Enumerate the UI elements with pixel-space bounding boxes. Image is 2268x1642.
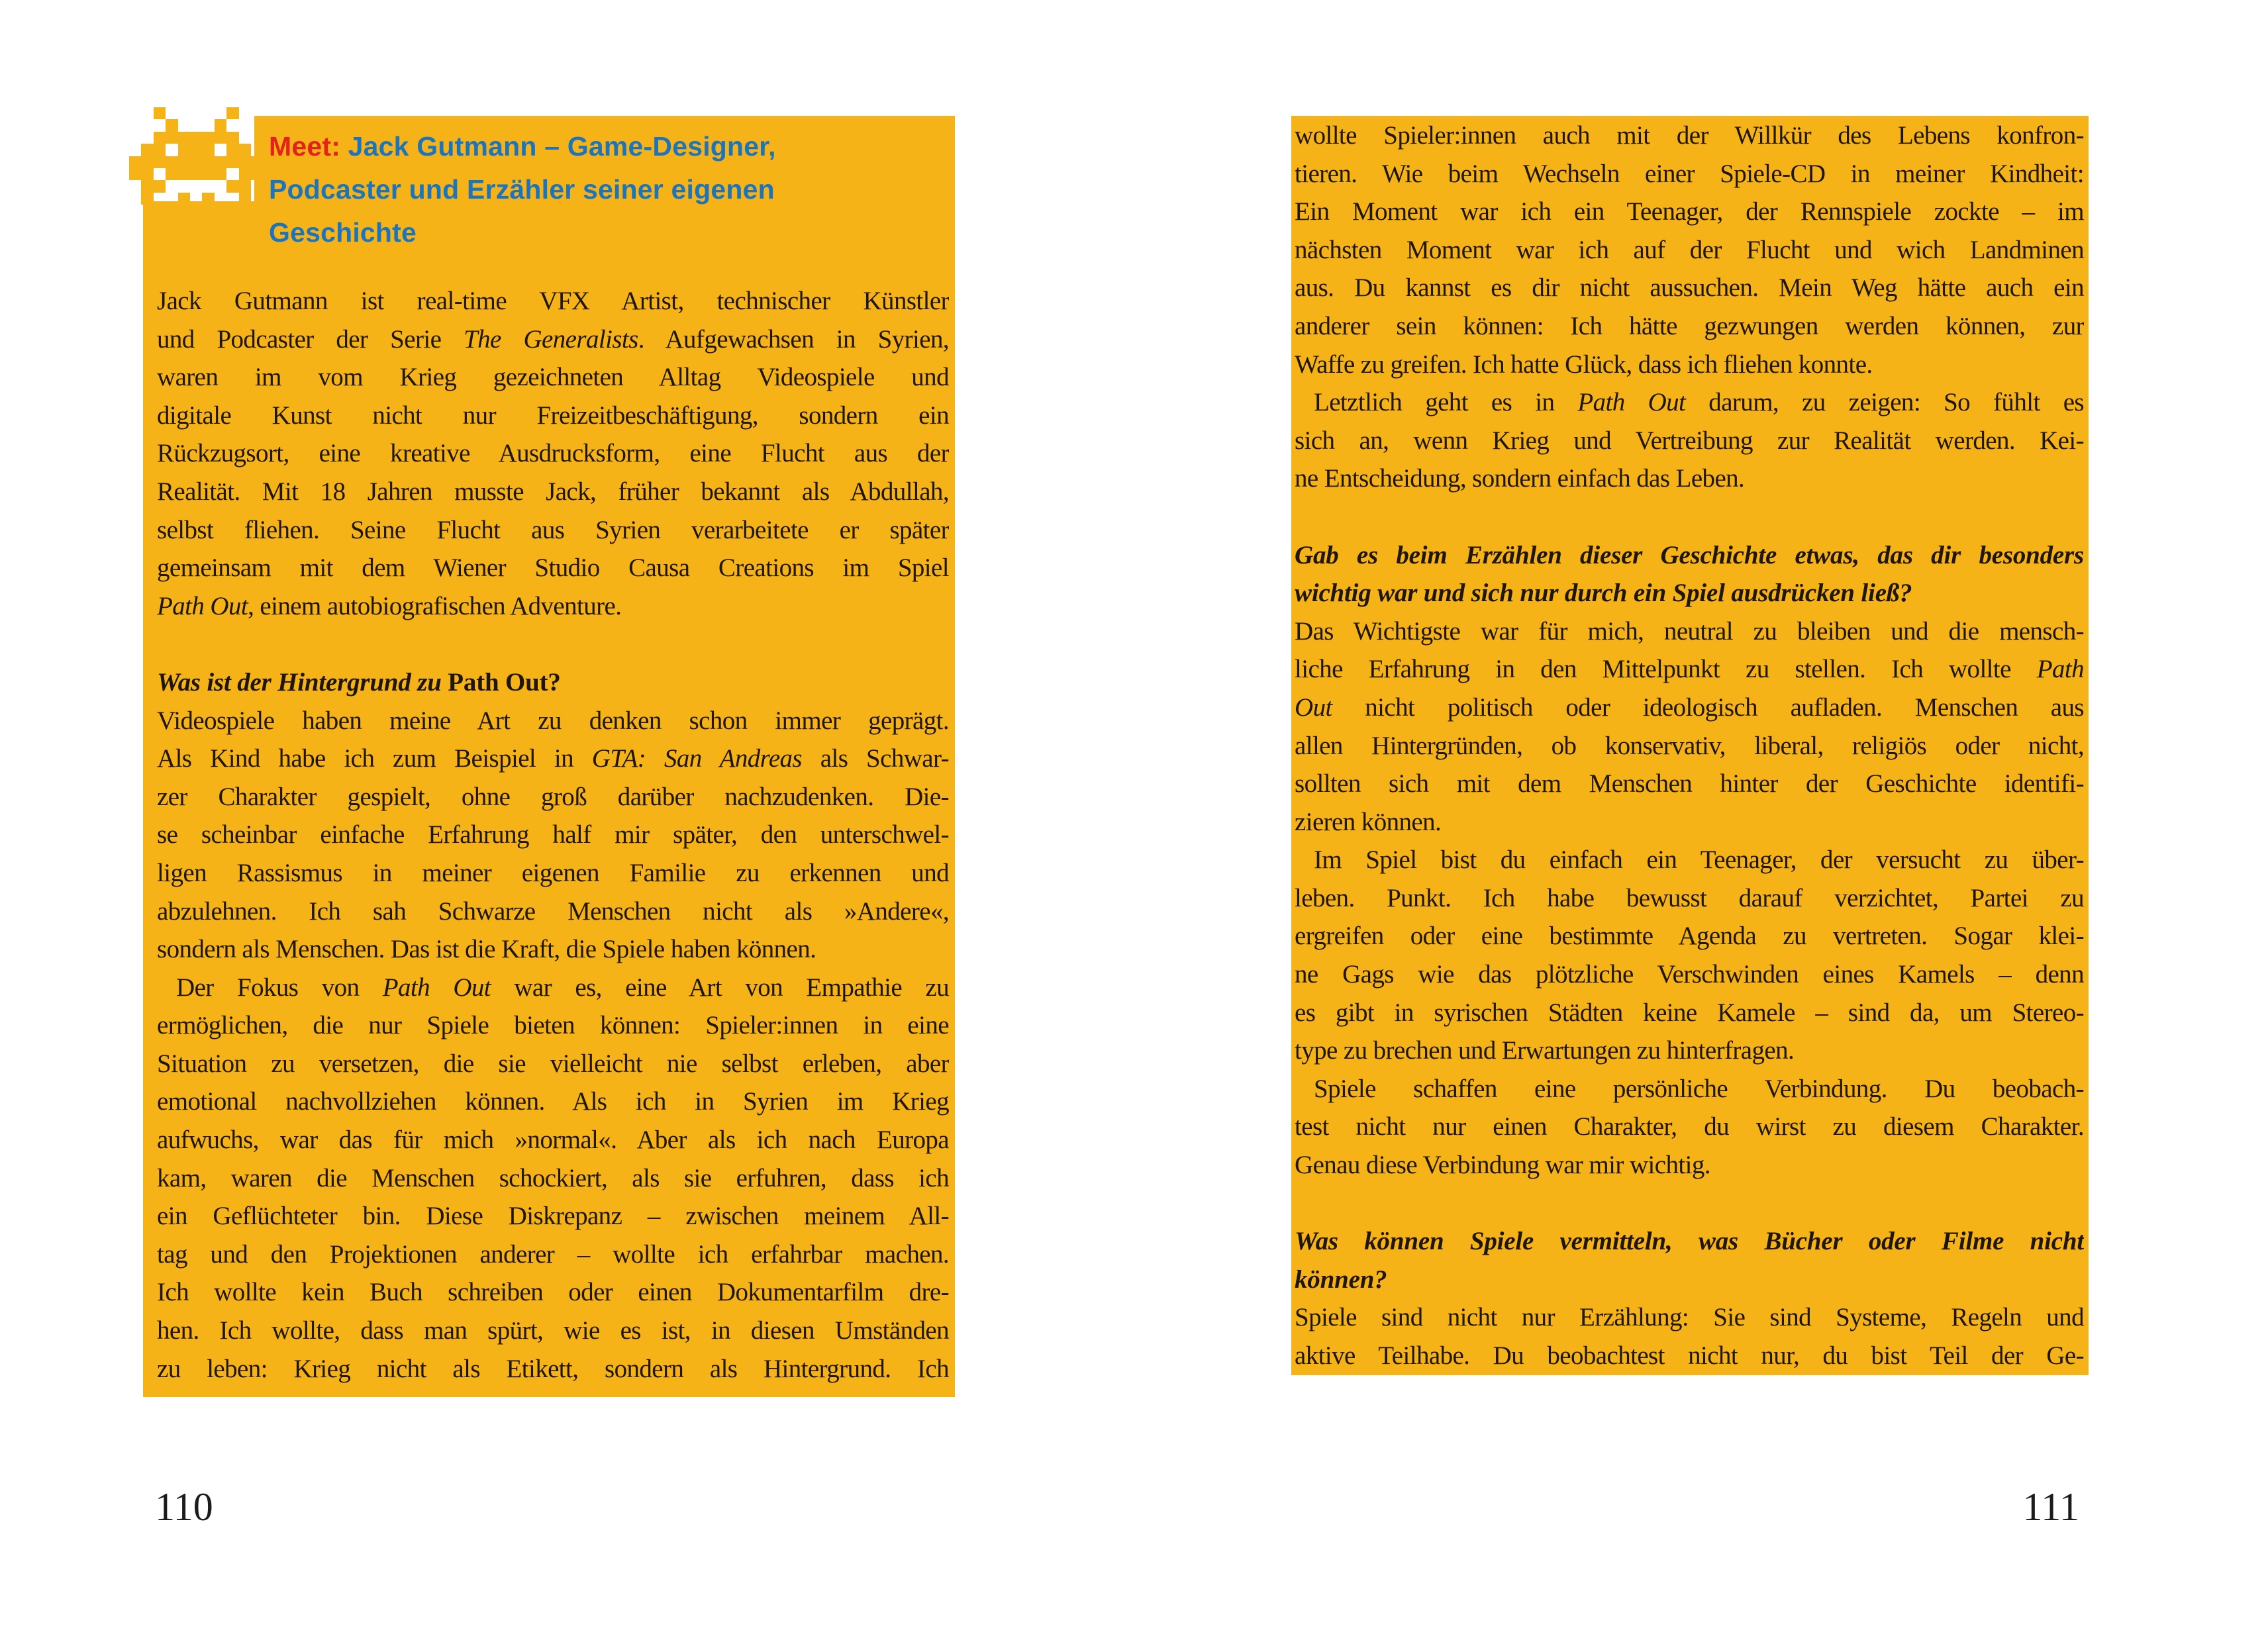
- text-line: Genau diese Verbindung war mir wichtig.: [1295, 1151, 1710, 1180]
- text-line: Gab es beim Erzählen dieser Geschichte etwas, das dir besonders: [1295, 540, 2084, 569]
- text-line: Was ist der Hintergrund zu Path Out?: [157, 667, 561, 697]
- text-line: zieren können.: [1295, 807, 1442, 836]
- paragraph: [157, 969, 949, 1388]
- paragraph: [1295, 117, 2084, 383]
- text-line: Situation zu versetzen, die sie vielleicht nie selbst erleben, aber: [157, 1049, 949, 1078]
- text-line: Ich wollte kein Buch schreiben oder einen Dokumentarfilm dre-: [157, 1278, 949, 1307]
- paragraph: [157, 702, 949, 969]
- text-line: Als Kind habe ich zum Beispiel in GTA: San Andreas als Schwar-: [157, 744, 949, 773]
- text-line: ermöglichen, die nur Spiele bieten können: Spieler:innen in eine: [157, 1011, 949, 1040]
- paragraph: [157, 282, 949, 625]
- text-line: nächsten Moment war ich auf der Flucht und wich Landminen: [1295, 235, 2084, 264]
- header-line-1: [269, 125, 955, 168]
- paragraph: [1295, 841, 2084, 1070]
- header-line-3: Geschichte: [269, 217, 417, 248]
- paragraph: [1295, 612, 2084, 842]
- text-line: Was können Spiele vermitteln, was Bücher oder Filme nicht: [1295, 1227, 2084, 1256]
- text-line: digitale Kunst nicht nur Freizeitbeschäftigung, sondern ein: [157, 401, 949, 430]
- text-line: leben. Punkt. Ich habe bewusst darauf verzichtet, Partei zu: [1295, 883, 2084, 912]
- text-line: type zu brechen und Erwartungen zu hinterfragen.: [1295, 1036, 1795, 1065]
- text-line: Realität. Mit 18 Jahren musste Jack, früher bekannt als Abdullah,: [157, 477, 949, 506]
- section-header: [143, 116, 955, 254]
- text-line: tieren. Wie beim Wechseln einer Spiele-CD in meiner Kindheit:: [1295, 159, 2084, 188]
- paragraph: [157, 663, 949, 702]
- paragraph: [1295, 1298, 2084, 1375]
- text-line: sich an, wenn Krieg und Vertreibung zur Realität werden. Kei-: [1295, 426, 2084, 455]
- text-line: ein Geflüchteter bin. Diese Diskrepanz – zwischen meinem All-: [157, 1202, 949, 1231]
- text-line: Spiele sind nicht nur Erzählung: Sie sind Systeme, Regeln und: [1295, 1303, 2084, 1332]
- text-line: und Podcaster der Serie The Generalists. Aufgewachsen in Syrien,: [157, 324, 949, 354]
- text-line: allen Hintergründen, ob konservativ, liberal, religiös oder nicht,: [1295, 731, 2084, 760]
- text-line: ergreifen oder eine bestimmte Agenda zu vertreten. Sogar klei-: [1295, 922, 2084, 951]
- page-number-left: 110: [155, 1485, 213, 1529]
- meet-label: Meet:: [269, 131, 341, 162]
- text-line: anderer sein können: Ich hätte gezwungen werden können, zur: [1295, 311, 2084, 340]
- text-line: Ein Moment war ich ein Teenager, der Rennspiele zockte – im: [1295, 197, 2084, 226]
- text-line: zer Charakter gespielt, ohne groß darüber nachzudenken. Die-: [157, 782, 949, 811]
- text-line: tag und den Projektionen anderer – wollte ich erfahrbar machen.: [157, 1239, 949, 1269]
- text-line: Jack Gutmann ist real-time VFX Artist, technischer Künstler: [157, 287, 949, 315]
- left-text-column: [143, 282, 955, 1388]
- text-line: Path Out, einem autobiografischen Adventure.: [157, 591, 622, 620]
- text-line: können?: [1295, 1265, 1387, 1294]
- text-line: Im Spiel bist du einfach ein Teenager, der versucht zu über-: [1314, 845, 2084, 875]
- text-line: liche Erfahrung in den Mittelpunkt zu stellen. Ich wollte Path: [1295, 655, 2084, 684]
- text-line: Out nicht politisch oder ideologisch aufladen. Menschen aus: [1295, 693, 2084, 722]
- text-line: se scheinbar einfache Erfahrung half mir später, den unterschwel-: [157, 820, 949, 849]
- paragraph: [1295, 383, 2084, 498]
- page-number-right: 111: [2022, 1485, 2079, 1529]
- text-line: Der Fokus von Path Out war es, eine Art von Empathie zu: [176, 973, 949, 1002]
- text-line: ne Gags wie das plötzliche Verschwinden eines Kamels – denn: [1295, 960, 2084, 989]
- text-line: abzulehnen. Ich sah Schwarze Menschen nicht als »Andere«,: [157, 896, 949, 926]
- text-line: zu leben: Krieg nicht als Etikett, sondern als Hintergrund. Ich: [157, 1354, 949, 1383]
- text-line: hen. Ich wollte, dass man spürt, wie es ist, in diesen Umständen: [157, 1316, 949, 1345]
- text-line: ne Entscheidung, sondern einfach das Leben.: [1295, 464, 1745, 493]
- right-text-column: [1291, 116, 2089, 1375]
- text-line: Spiele schaffen eine persönliche Verbindung. Du beobach-: [1314, 1074, 2084, 1103]
- text-line: sollten sich mit dem Menschen hinter der Geschichte identifi-: [1295, 769, 2084, 798]
- text-line: aufwuchs, war das für mich »normal«. Aber als ich nach Europa: [157, 1126, 949, 1155]
- text-line: Das Wichtigste war für mich, neutral zu bleiben und die mensch-: [1295, 616, 2084, 646]
- right-page-text-block: [1291, 116, 2089, 1375]
- text-line: Letztlich geht es in Path Out darum, zu zeigen: So fühlt es: [1314, 388, 2084, 417]
- text-line: wollte Spieler:innen auch mit der Willkür des Lebens konfron-: [1295, 121, 2084, 150]
- paragraph: [1295, 536, 2084, 612]
- text-line: kam, waren die Menschen schockiert, als sie erfuhren, dass ich: [157, 1163, 949, 1192]
- header-line-1-title: Jack Gutmann – Game-Designer,: [340, 131, 776, 162]
- text-line: es gibt in syrischen Städten keine Kamele – sind da, um Stereo-: [1295, 998, 2084, 1027]
- text-line: aktive Teilhabe. Du beobachtest nicht nur, du bist Teil der Ge-: [1295, 1341, 2084, 1370]
- text-line: emotional nachvollziehen können. Als ich in Syrien im Krieg: [157, 1087, 949, 1116]
- text-line: waren im vom Krieg gezeichneten Alltag Videospiele und: [157, 363, 949, 392]
- text-line: wichtig war und sich nur durch ein Spiel ausdrücken ließ?: [1295, 579, 1912, 608]
- header-line-2: Podcaster und Erzähler seiner eigenen: [269, 174, 775, 205]
- paragraph: [1295, 1222, 2084, 1298]
- paragraph: [1295, 1070, 2084, 1184]
- text-line: selbst fliehen. Seine Flucht aus Syrien verarbeitete er später: [157, 515, 949, 544]
- text-line: Waffe zu greifen. Ich hatte Glück, dass ich fliehen konnte.: [1295, 350, 1873, 379]
- text-line: Videospiele haben meine Art zu denken schon immer geprägt.: [157, 706, 949, 735]
- text-line: test nicht nur einen Charakter, du wirst zu diesem Charakter.: [1295, 1112, 2084, 1141]
- left-page-text-block: [143, 116, 955, 1397]
- text-line: aus. Du kannst es dir nicht aussuchen. Mein Weg hätte auch ein: [1295, 273, 2084, 303]
- text-line: ligen Rassismus in meiner eigenen Familie zu erkennen und: [157, 858, 949, 887]
- text-line: gemeinsam mit dem Wiener Studio Causa Creations im Spiel: [157, 554, 949, 583]
- text-line: Rückzugsort, eine kreative Ausdrucksform, eine Flucht aus der: [157, 439, 949, 468]
- text-line: sondern als Menschen. Das ist die Kraft, die Spiele haben können.: [157, 935, 816, 964]
